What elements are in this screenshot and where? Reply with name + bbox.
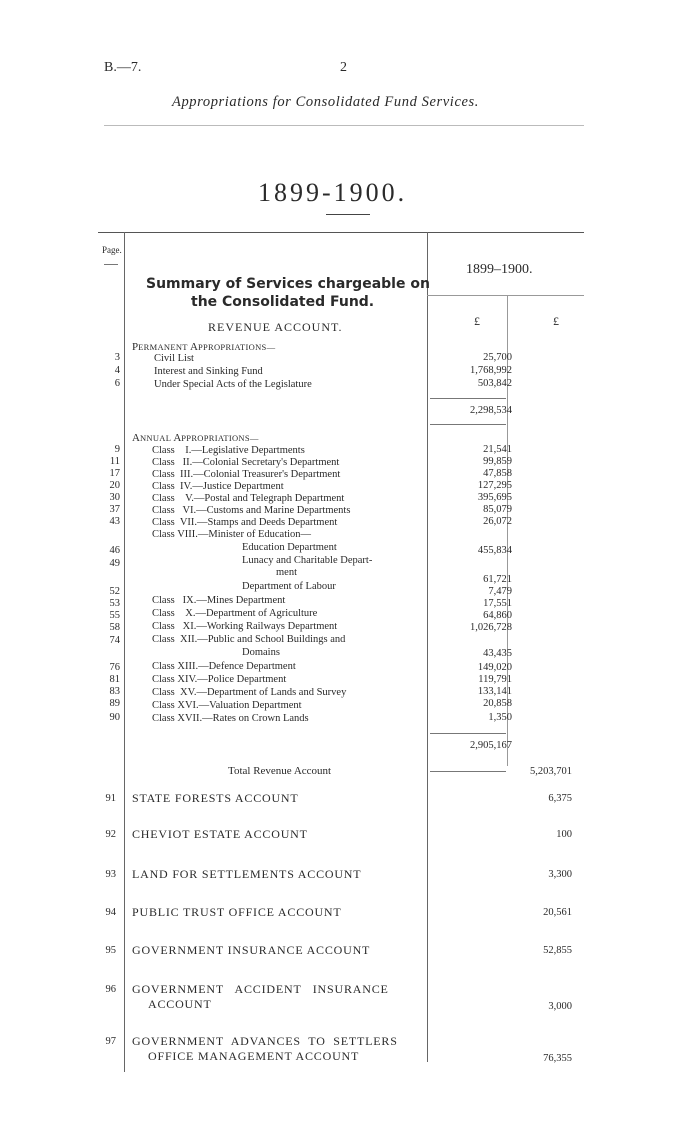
account-page: 91 bbox=[105, 793, 116, 804]
row-page: 43 bbox=[109, 516, 120, 527]
row-label: Class IV.—Justice Department bbox=[152, 481, 284, 492]
row-page: 4 bbox=[114, 365, 120, 376]
row-page: 58 bbox=[109, 622, 120, 633]
annual-heading-cap2: A bbox=[173, 432, 182, 444]
subtotal-rule bbox=[430, 424, 506, 425]
account-label: GOVERNMENT ACCIDENT INSURANCE bbox=[132, 982, 389, 996]
col-header-rule bbox=[427, 295, 584, 296]
header-rule bbox=[104, 125, 584, 126]
row-label: Class V.—Postal and Telegraph Department bbox=[152, 493, 345, 504]
row-label: Class XV.—Department of Lands and Survey bbox=[152, 687, 347, 698]
subtotal-rule bbox=[430, 733, 506, 734]
row-label: Class VI.—Customs and Marine Departments bbox=[152, 505, 351, 516]
row-page: 17 bbox=[109, 468, 120, 479]
row-amount: 21,541 bbox=[483, 444, 512, 455]
row-page: 20 bbox=[109, 480, 120, 491]
row-page: 53 bbox=[109, 598, 120, 609]
amount-column-rule bbox=[427, 232, 428, 1062]
row-amount: 43,435 bbox=[483, 648, 512, 659]
row-label: Class VIII.—Minister of Education— bbox=[152, 529, 312, 540]
main-title: 1899-1900. bbox=[258, 178, 408, 207]
row-label: Class XVII.—Rates on Crown Lands bbox=[152, 713, 309, 724]
annual-heading-rest: NNUAL bbox=[139, 433, 174, 443]
table-top-rule bbox=[98, 232, 584, 233]
row-amount: 20,858 bbox=[483, 698, 512, 709]
account-amount: 6,375 bbox=[548, 793, 572, 804]
account-page: 95 bbox=[105, 945, 116, 956]
row-amount: 64,860 bbox=[483, 610, 512, 621]
account-page: 92 bbox=[105, 829, 116, 840]
row-label: Class IX.—Mines Department bbox=[152, 595, 286, 606]
row-label: Class I.—Legislative Departments bbox=[152, 445, 305, 456]
account-amount: 76,355 bbox=[543, 1053, 572, 1064]
row-label: Lunacy and Charitable Depart- bbox=[242, 555, 373, 566]
account-label-line2: OFFICE MANAGEMENT ACCOUNT bbox=[148, 1049, 360, 1063]
row-amount: 149,020 bbox=[477, 662, 512, 673]
row-page: 74 bbox=[109, 635, 120, 646]
row-label: Class XI.—Working Railways Department bbox=[152, 621, 338, 632]
row-amount: 26,072 bbox=[483, 516, 512, 527]
row-label: Education Department bbox=[242, 542, 337, 553]
row-amount: 127,295 bbox=[477, 480, 512, 491]
subtotal-rule bbox=[430, 398, 506, 399]
total-dash-rule bbox=[430, 771, 506, 772]
row-page: 11 bbox=[109, 456, 120, 467]
row-amount: 455,834 bbox=[477, 545, 512, 556]
row-label: Class VII.—Stamps and Deeds Department bbox=[152, 517, 338, 528]
row-page: 49 bbox=[109, 558, 120, 569]
account-amount: 3,000 bbox=[548, 1001, 572, 1012]
revenue-heading: REVENUE ACCOUNT. bbox=[208, 320, 343, 334]
row-page: 55 bbox=[109, 610, 120, 621]
row-label: Class III.—Colonial Treasurer's Department bbox=[152, 469, 341, 480]
account-label: STATE FORESTS ACCOUNT bbox=[132, 791, 299, 805]
account-page: 96 bbox=[105, 984, 116, 995]
currency-label-a: £ bbox=[474, 314, 480, 328]
row-page: 46 bbox=[109, 545, 120, 556]
page-column-rule bbox=[124, 232, 125, 1072]
summary-title-2: the Consolidated Fund. bbox=[191, 294, 375, 310]
document-ref: B.—7. bbox=[104, 60, 142, 75]
annual-subtotal: 2,905,167 bbox=[470, 740, 512, 751]
column-header-year: 1899–1900. bbox=[466, 262, 533, 277]
row-page: 52 bbox=[109, 586, 120, 597]
account-label: CHEVIOT ESTATE ACCOUNT bbox=[132, 827, 308, 841]
annual-heading-cap: A bbox=[132, 432, 140, 444]
row-page: 81 bbox=[109, 674, 120, 685]
account-amount: 100 bbox=[556, 829, 572, 840]
row-amount: 25,700 bbox=[483, 352, 512, 363]
page-title: Appropriations for Consolidated Fund Services. bbox=[172, 94, 479, 110]
permanent-heading-cap2: A bbox=[190, 341, 198, 353]
title-rule bbox=[326, 214, 370, 215]
row-page: 89 bbox=[109, 698, 120, 709]
row-label: Class XII.—Public and School Buildings and bbox=[152, 634, 346, 645]
row-amount: 99,859 bbox=[483, 456, 512, 467]
row-amount: 395,695 bbox=[477, 492, 512, 503]
row-amount: 119,791 bbox=[478, 674, 512, 685]
total-revenue-label: Total Revenue Account bbox=[228, 765, 332, 777]
currency-label-b: £ bbox=[553, 314, 559, 328]
account-page: 93 bbox=[105, 869, 116, 880]
row-page: 6 bbox=[114, 378, 120, 389]
account-amount: 3,300 bbox=[548, 869, 572, 880]
row-label: ment bbox=[276, 567, 297, 578]
account-label: LAND FOR SETTLEMENTS ACCOUNT bbox=[132, 867, 362, 881]
page-number: 2 bbox=[340, 60, 347, 75]
row-page: 9 bbox=[114, 444, 120, 455]
total-revenue-amount: 5,203,701 bbox=[530, 766, 572, 777]
annual-heading-rest2: PPROPRIATIONS— bbox=[181, 433, 259, 443]
row-label: Class X.—Department of Agriculture bbox=[152, 608, 318, 619]
row-label: Under Special Acts of the Legislature bbox=[154, 379, 312, 390]
page-label-rule bbox=[104, 264, 118, 265]
summary-title-1: Summary of Services chargeable on bbox=[146, 276, 430, 292]
account-amount: 20,561 bbox=[543, 907, 572, 918]
row-page: 37 bbox=[109, 504, 120, 515]
row-label: Class XIII.—Defence Department bbox=[152, 661, 296, 672]
row-label: Civil List bbox=[154, 353, 194, 364]
row-label: Class XVI.—Valuation Department bbox=[152, 700, 302, 711]
permanent-heading-cap: P bbox=[132, 341, 139, 353]
row-page: 90 bbox=[109, 712, 120, 723]
permanent-heading-rest2: PPROPRIATIONS— bbox=[197, 342, 276, 352]
row-page: 3 bbox=[114, 352, 120, 363]
account-label-line2: ACCOUNT bbox=[148, 997, 212, 1011]
row-page: 76 bbox=[109, 662, 120, 673]
row-label: Class XIV.—Police Department bbox=[152, 674, 287, 685]
account-amount: 52,855 bbox=[543, 945, 572, 956]
account-label: PUBLIC TRUST OFFICE ACCOUNT bbox=[132, 905, 342, 919]
row-amount: 1,768,992 bbox=[470, 365, 512, 376]
account-label: GOVERNMENT ADVANCES TO SETTLERS bbox=[132, 1034, 398, 1048]
row-amount: 85,079 bbox=[483, 504, 512, 515]
row-label: Domains bbox=[242, 647, 280, 658]
row-label: Class II.—Colonial Secretary's Department bbox=[152, 457, 340, 468]
row-amount: 61,721 bbox=[483, 574, 512, 585]
permanent-subtotal: 2,298,534 bbox=[470, 405, 512, 416]
row-amount: 1,026,728 bbox=[470, 622, 512, 633]
row-amount: 7,479 bbox=[488, 586, 512, 597]
row-page: 83 bbox=[109, 686, 120, 697]
row-amount: 47,858 bbox=[483, 468, 512, 479]
row-label: Department of Labour bbox=[242, 581, 336, 592]
row-label: Interest and Sinking Fund bbox=[154, 366, 263, 377]
row-amount: 503,842 bbox=[477, 378, 512, 389]
permanent-heading-rest: ERMANENT bbox=[138, 342, 191, 352]
row-page: 30 bbox=[109, 492, 120, 503]
page-column-label: Page. bbox=[102, 245, 122, 255]
account-label: GOVERNMENT INSURANCE ACCOUNT bbox=[132, 943, 371, 957]
account-page: 94 bbox=[105, 907, 116, 918]
account-page: 97 bbox=[105, 1036, 116, 1047]
row-amount: 17,551 bbox=[483, 598, 512, 609]
row-amount: 1,350 bbox=[488, 712, 512, 723]
row-amount: 133,141 bbox=[477, 686, 512, 697]
